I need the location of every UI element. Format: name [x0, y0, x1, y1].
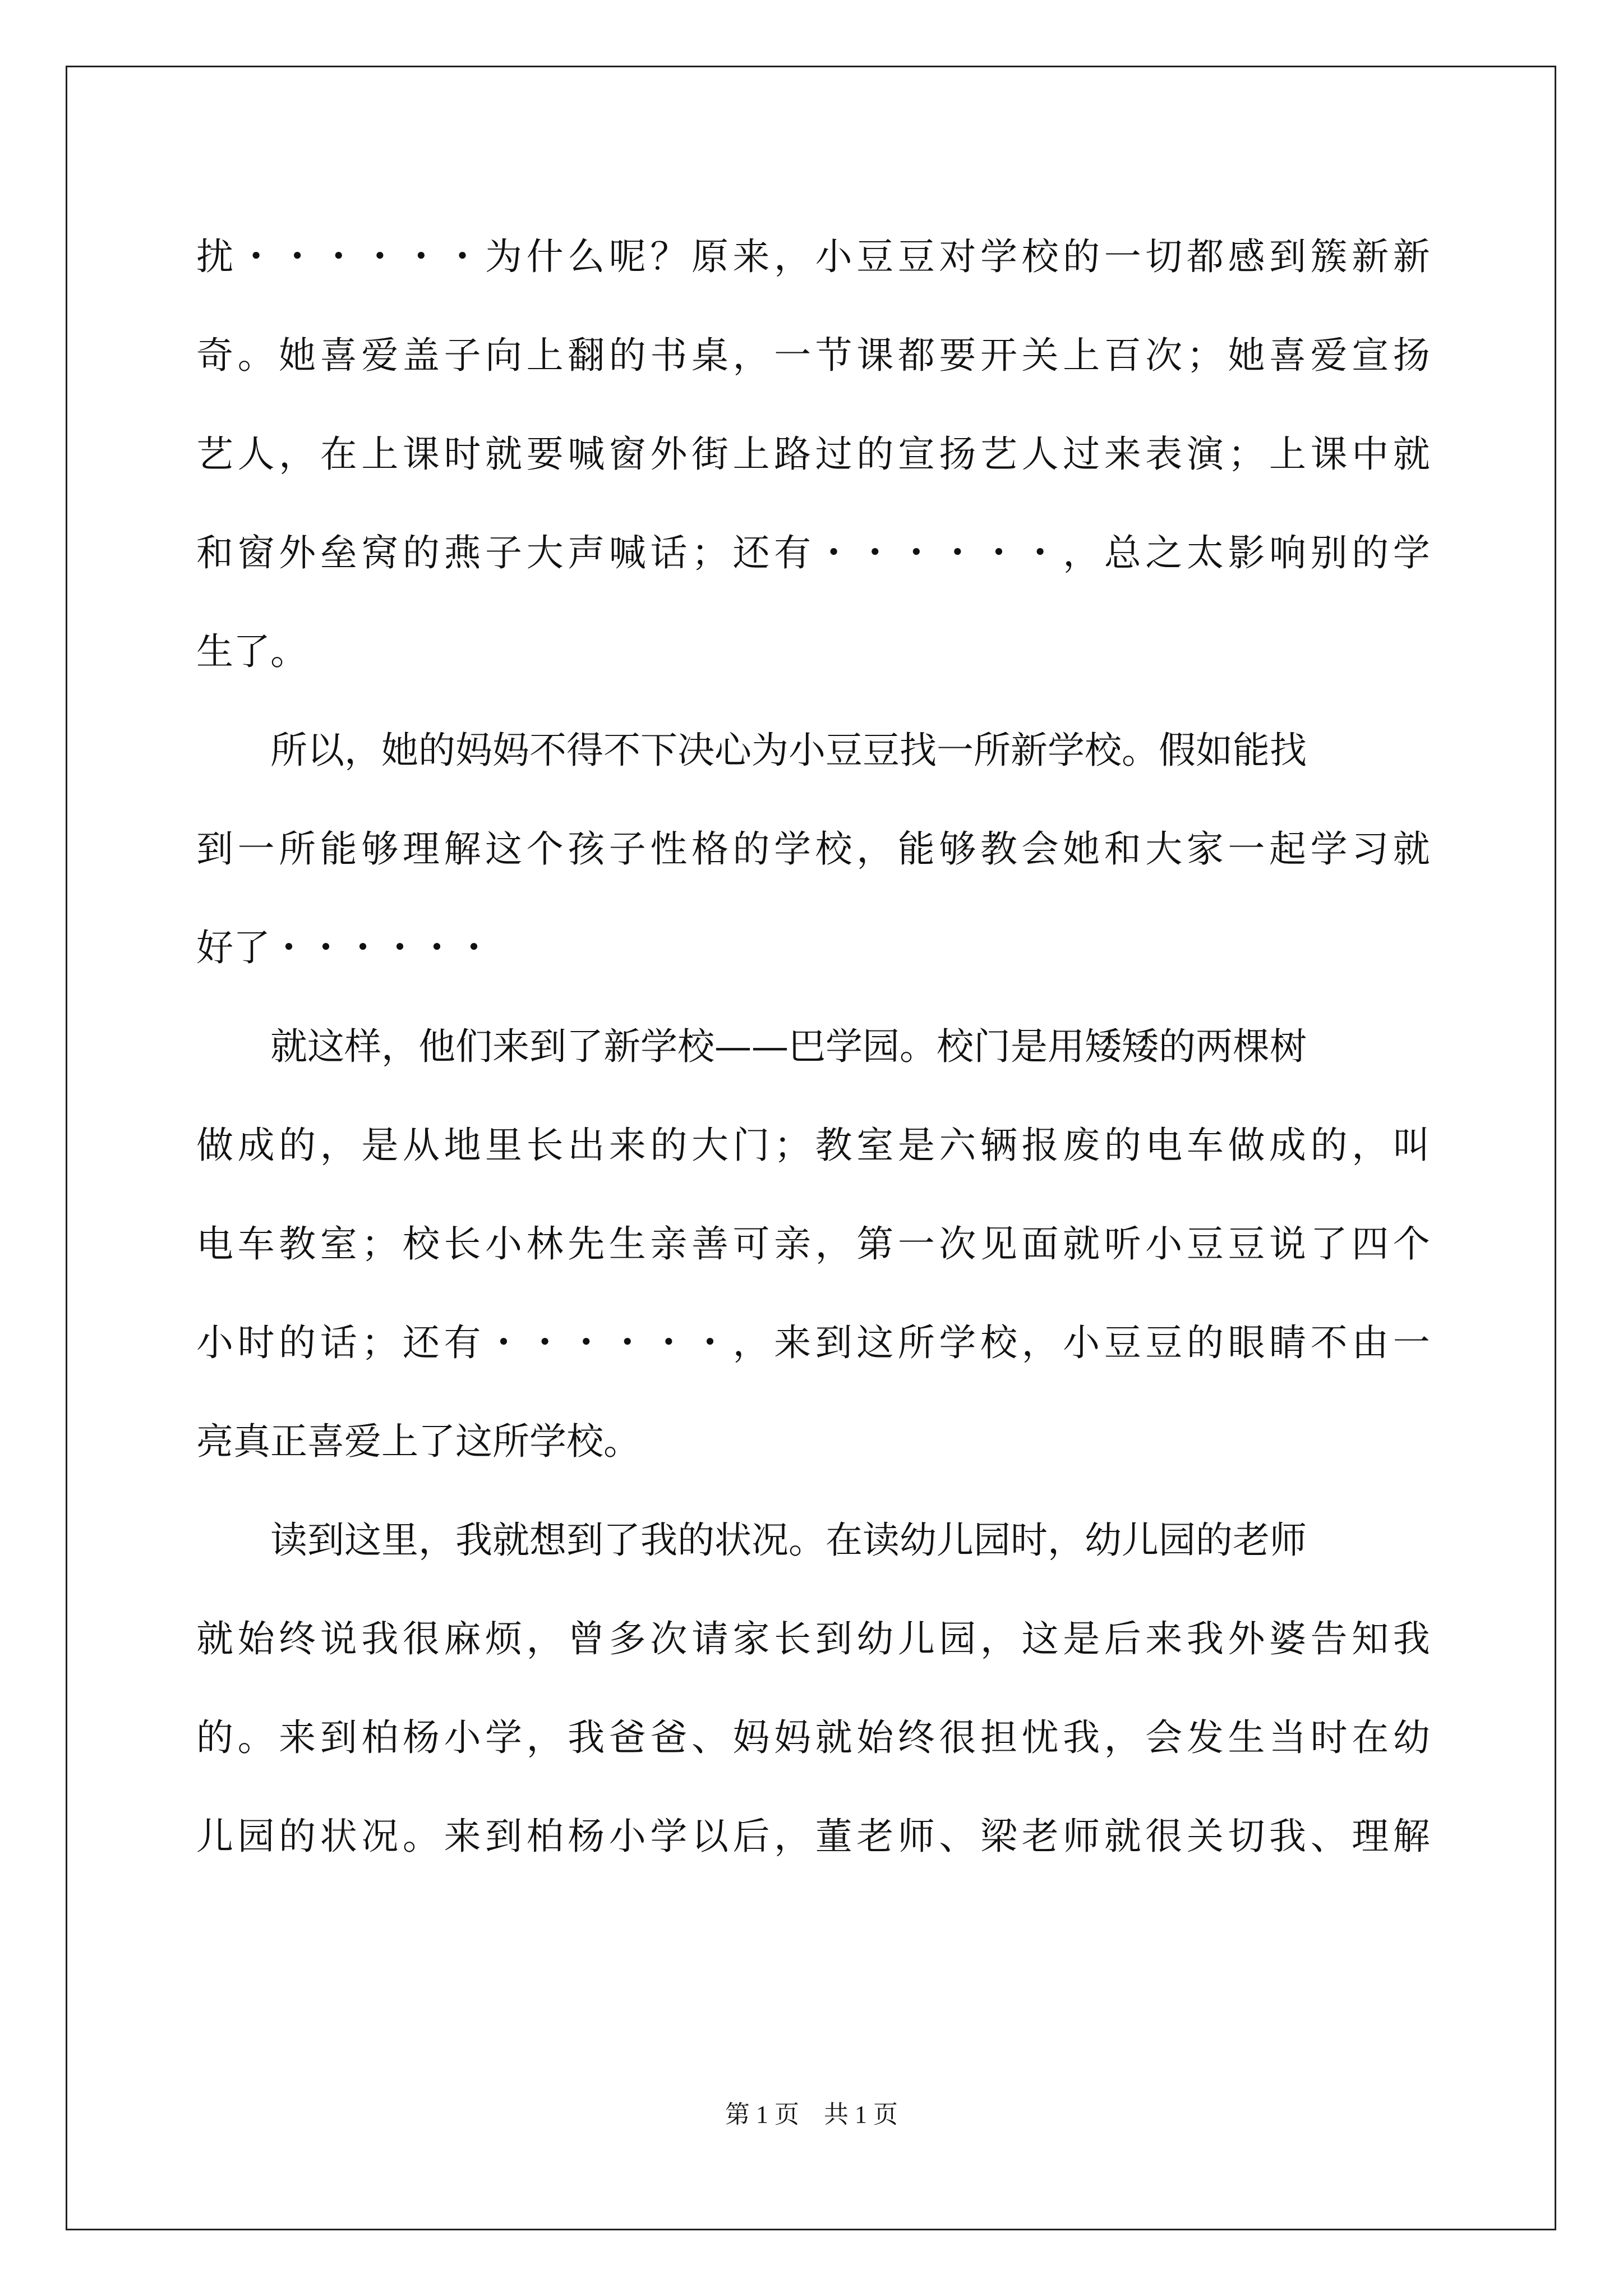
text-line: 就 始 终 说 我 很 麻 烦 ， 曾 多 次 请 家 长 到 幼 儿 园 ， 这 是 后 来 我 外 婆 告 知 我 — [196, 1617, 1430, 1660]
text-line: 亮真正喜爱上了这所学校。 — [196, 1420, 640, 1463]
page-footer — [0, 2098, 1623, 2132]
text-line: 做 成 的 ， 是 从 地 里 长 出 来 的 大 门 ； 教 室 是 六 辆 报 废 的 电 车 做 成 的 ， 叫 — [196, 1124, 1430, 1167]
text-line: 到 一 所 能 够 理 解 这 个 孩 子 性 格 的 学 校 ， 能 够 教 会 她 和 大 家 一 起 学 习 就 — [196, 827, 1430, 871]
text-line: 生了。 — [196, 630, 307, 673]
text-line: 就这样，他们来到了新学校——巴学园。校门是用矮矮的两棵树 — [270, 1025, 1307, 1068]
text-line: 读到这里，我就想到了我的状况。在读幼儿园时，幼儿园的老师 — [270, 1519, 1307, 1562]
text-line: 儿 园 的 状 况 。 来 到 柏 杨 小 学 以 后 ， 董 老 师 、 梁 老 师 就 很 关 切 我 、 理 解 — [196, 1815, 1430, 1858]
text-line: 所以，她的妈妈不得不下决心为小豆豆找一所新学校。假如能找 — [270, 729, 1307, 772]
text-line: 的 。 来 到 柏 杨 小 学 ， 我 爸 爸 、 妈 妈 就 始 终 很 担 忧 我 ， 会 发 生 当 时 在 幼 — [196, 1716, 1430, 1759]
text-line: 小 时 的 话 ； 还 有 ・ ・ ・ ・ ・ ・ ， 来 到 这 所 学 校 ， 小 豆 豆 的 眼 睛 不 由 一 — [196, 1321, 1430, 1364]
text-line: 艺 人 ， 在 上 课 时 就 要 喊 窗 外 街 上 路 过 的 宣 扬 艺 人 过 来 表 演 ； 上 课 中 就 — [196, 432, 1430, 476]
text-line: 好了・・・・・・ — [196, 926, 492, 969]
text-line: 电 车 教 室 ； 校 长 小 林 先 生 亲 善 可 亲 ， 第 一 次 见 面 就 听 小 豆 豆 说 了 四 个 — [196, 1222, 1430, 1266]
page-number: 第 1 页 共 1 页 — [725, 2101, 898, 2128]
text-line: 扰 ・ ・ ・ ・ ・ ・ 为 什 么 呢 ？ 原 来 ， 小 豆 豆 对 学 校 的 一 切 都 感 到 簇 新 新 — [196, 235, 1430, 278]
document-body — [196, 208, 1430, 1886]
text-line: 和 窗 外 垒 窝 的 燕 子 大 声 喊 话 ； 还 有 ・ ・ ・ ・ ・ ・ ， 总 之 太 影 响 别 的 学 — [196, 531, 1430, 574]
text-line: 奇 。 她 喜 爱 盖 子 向 上 翻 的 书 桌 ， 一 节 课 都 要 开 关 上 百 次 ； 她 喜 爱 宣 扬 — [196, 334, 1430, 377]
